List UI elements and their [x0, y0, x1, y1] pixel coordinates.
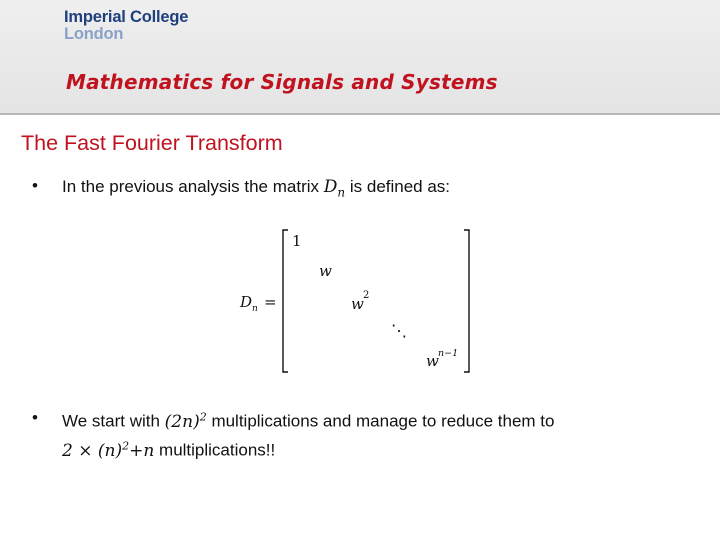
matrix-lhs: D: [240, 293, 253, 311]
matrix-equation: [230, 226, 480, 376]
slide-header: [0, 0, 720, 115]
matrix-entry-w2-exp: 2: [363, 290, 370, 301]
bullet-2-suffix-1: multiplications and manage to reduce them to: [211, 411, 555, 431]
bullet-1: [62, 173, 450, 206]
bullet-2-line-1: [62, 403, 554, 436]
matrix-entry-wn1-exp: n−1: [438, 348, 459, 359]
matrix-equals: =: [264, 293, 277, 311]
matrix-ddots: ⋱: [391, 321, 407, 340]
imperial-college-logo: [64, 9, 188, 43]
matrix-entry-1: 1: [292, 232, 302, 250]
bullet-1-text: In the previous analysis the matrix: [62, 177, 320, 196]
matrix-symbol: $D_n$: [323, 177, 346, 200]
logo-line-1: Imperial College: [64, 8, 189, 26]
bullet-marker-1: •: [32, 176, 38, 195]
logo-line-2: London: [64, 25, 124, 43]
matrix-entry-w2: w: [351, 295, 364, 313]
matrix-lhs-sub: n: [252, 304, 258, 314]
matrix-entry-wn1: w: [426, 352, 439, 370]
bullet-2-line-2: [62, 432, 275, 465]
left-bracket: [283, 230, 288, 372]
bullet-2-expr-1: $(2n)^2$: [164, 410, 207, 432]
bullet-2-suffix-2: multiplications!!: [159, 440, 276, 460]
bullet-2-expr-2: $2 \times (n)^2+n$: [62, 439, 155, 461]
course-title: Mathematics for Signals and Systems: [66, 70, 498, 94]
bullet-marker-2: •: [32, 408, 38, 427]
matrix-entry-w: w: [319, 262, 332, 280]
right-bracket: [464, 230, 469, 372]
bullet-1-suffix: is defined as:: [349, 177, 451, 196]
slide-title: The Fast Fourier Transform: [21, 131, 283, 155]
bullet-2-prefix: We start with: [62, 411, 160, 431]
